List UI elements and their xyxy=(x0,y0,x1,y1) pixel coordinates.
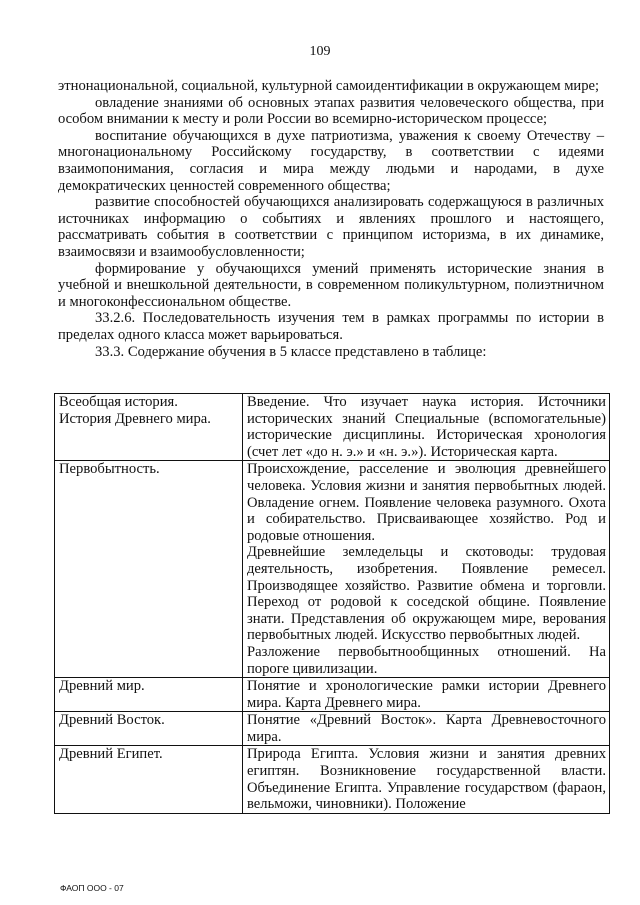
topic-cell xyxy=(55,678,243,712)
content-paragraph: Введение. Что изучает наука история. Источники исторических знаний Специальные (вспомогательные) исторические дисциплины. Историческая хронология (счет лет «до н. э.» и «н. э.»). Историческая карта. xyxy=(247,394,606,460)
paragraph: формирование у обучающихся умений применять исторические знания в учебной и внешкольной деятельности, в современном поликультурном, полиэтничном и многоконфессиональном обществе. xyxy=(58,260,604,310)
topic-text: Первобытность. xyxy=(59,461,160,478)
topic-text: Древний Египет. xyxy=(59,746,163,763)
content-paragraph: Понятие «Древний Восток». Карта Древневосточного мира. xyxy=(247,712,606,745)
table-row xyxy=(55,746,610,813)
topic-text: Всеобщая история. xyxy=(59,394,178,410)
content-paragraph: Природа Египта. Условия жизни и занятия древних египтян. Возникновение государственной власти. Объединение Египта. Управление государством (фараон, вельможи, чиновники). Положение xyxy=(247,746,606,813)
content-table xyxy=(54,393,610,814)
topic-text: История Древнего мира. xyxy=(59,410,211,427)
table-row xyxy=(55,461,610,678)
content-cell xyxy=(243,712,610,746)
topic-cell xyxy=(55,394,243,461)
content-paragraph: Понятие и хронологические рамки истории Древнего мира. Карта Древнего мира. xyxy=(247,678,606,711)
topic-text: Древний мир. xyxy=(59,678,145,695)
table-row xyxy=(55,394,610,461)
paragraph: овладение знаниями об основных этапах развития человеческого общества, при особом внимании к месту и роли России во всемирно-историческом процессе; xyxy=(58,94,604,128)
topic-cell xyxy=(55,746,243,813)
paragraph: развитие способностей обучающихся анализировать содержащуюся в различных источниках информацию о событиях и явлениях прошлого и настоящего, рассматривать события в соответствии с принципом историзма, в их динамике, взаимосвязи и взаимообусловленности; xyxy=(58,194,604,260)
table-row xyxy=(55,678,610,712)
content-cell xyxy=(243,461,610,678)
paragraph: 33.2.6. Последовательность изучения тем в рамках программы по истории в пределах одного класса может варьироваться. xyxy=(58,310,604,343)
content-cell xyxy=(243,746,610,813)
paragraph: 33.3. Содержание обучения в 5 классе представлено в таблице: xyxy=(95,343,487,360)
table-row xyxy=(55,712,610,746)
content-paragraph: Происхождение, расселение и эволюция древнейшего человека. Условия жизни и занятия первобытных людей. Овладение огнем. Появление человека разумного. Охота и собирательство. Присваивающее хозяйство. Род и родовые отношения. xyxy=(247,461,606,544)
footer-code: ФАОП ООО - 07 xyxy=(60,883,124,893)
body-text xyxy=(58,78,604,360)
content-cell xyxy=(243,394,610,461)
paragraph: воспитание обучающихся в духе патриотизма, уважения к своему Отечеству – многонациональному Российскому государству, в соответствии с идеями взаимопонимания, согласия и мира между людьми и народами, в духе демократических ценностей современного общества; xyxy=(58,127,604,194)
topic-cell xyxy=(55,712,243,746)
content-paragraph: Разложение первобытнообщинных отношений. На пороге цивилизации. xyxy=(247,643,606,677)
content-paragraph: Древнейшие земледельцы и скотоводы: трудовая деятельность, изобретения. Появление ремесел. Производящее хозяйство. Развитие обмена и торговли. Переход от родовой к соседской общине. Появление знати. Представления об окружающем мире, верования первобытных людей. Искусство первобытных людей. xyxy=(247,544,606,644)
page-number: 109 xyxy=(309,44,331,59)
content-cell xyxy=(243,678,610,712)
topic-text: Древний Восток. xyxy=(59,712,165,729)
paragraph: этнонациональной, социальной, культурной самоидентификации в окружающем мире; xyxy=(58,78,600,94)
topic-cell xyxy=(55,461,243,678)
